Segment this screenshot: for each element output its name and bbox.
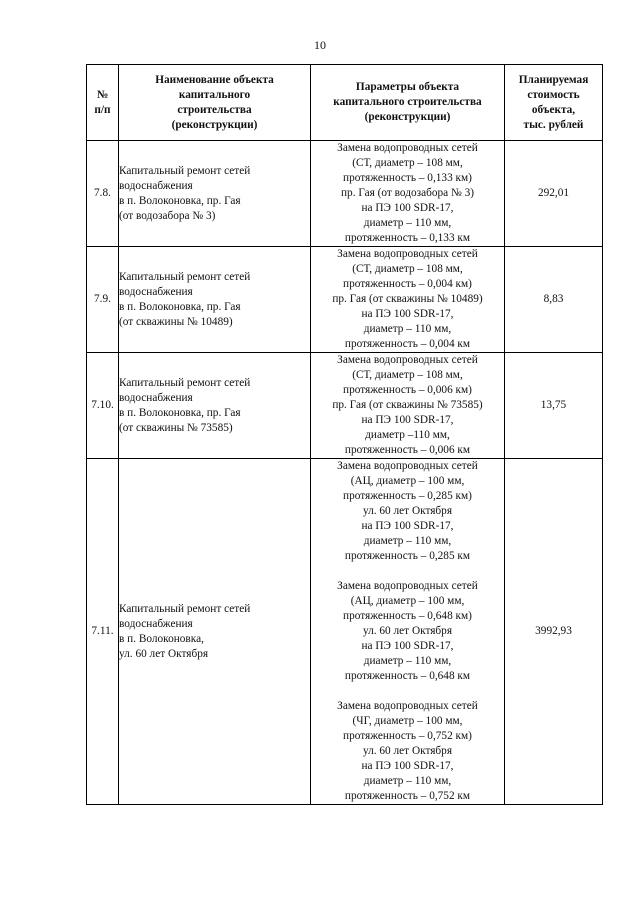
object-params-line: на ПЭ 100 SDR-17, bbox=[361, 760, 454, 772]
object-name-line: в п. Волоконовка, пр. Гая bbox=[119, 300, 241, 313]
object-name-cell bbox=[119, 247, 311, 353]
object-name-line: в п. Волоконовка, пр. Гая bbox=[119, 406, 241, 419]
object-params-line: протяженность – 0,752 км) bbox=[343, 730, 472, 742]
object-params-line: на ПЭ 100 SDR-17, bbox=[361, 414, 454, 426]
object-name-line: ул. 60 лет Октября bbox=[119, 647, 209, 660]
object-params-line: пр. Гая (от водозабора № 3) bbox=[341, 187, 474, 199]
object-params-cell bbox=[311, 353, 505, 459]
object-params-line: Замена водопроводных сетей bbox=[337, 248, 478, 260]
object-name-cell bbox=[119, 459, 311, 805]
object-params-line: диаметр – 110 мм, bbox=[363, 775, 452, 787]
object-params-line: диаметр –110 мм, bbox=[365, 429, 450, 441]
object-name-line: Капитальный ремонт сетей bbox=[119, 270, 251, 283]
object-params-cell bbox=[311, 247, 505, 353]
object-params-cell bbox=[311, 459, 505, 805]
row-number: 7.11. bbox=[87, 459, 119, 805]
object-name-line: (от водозабора № 3) bbox=[119, 209, 216, 222]
object-params-line: диаметр – 110 мм, bbox=[363, 217, 452, 229]
object-params-line: диаметр – 110 мм, bbox=[363, 535, 452, 547]
object-name-line: водоснабжения bbox=[119, 179, 193, 192]
planned-cost-cell: 292,01 bbox=[505, 141, 603, 247]
object-params-line: на ПЭ 100 SDR-17, bbox=[361, 202, 454, 214]
object-params-line: ул. 60 лет Октября bbox=[362, 505, 453, 517]
header-object-params: Параметры объекта капитального строительства (реконструкции) bbox=[311, 65, 505, 141]
object-params-line: (СТ, диаметр – 108 мм, bbox=[352, 157, 463, 169]
object-name-line: в п. Волоконовка, bbox=[119, 632, 204, 645]
object-name-line: Капитальный ремонт сетей bbox=[119, 376, 251, 389]
object-name-line: водоснабжения bbox=[119, 617, 193, 630]
header-planned-cost: Планируемая стоимость объекта, тыс. рублей bbox=[505, 65, 603, 141]
params-block-gap bbox=[311, 684, 504, 699]
object-name-cell bbox=[119, 353, 311, 459]
object-name-line: (от скважины № 10489) bbox=[119, 315, 233, 328]
object-params-line: Замена водопроводных сетей bbox=[337, 580, 478, 592]
object-params-line: протяженность – 0,648 км bbox=[344, 670, 471, 682]
table-row bbox=[87, 141, 603, 247]
object-params-line: на ПЭ 100 SDR-17, bbox=[361, 520, 454, 532]
object-params-line: протяженность – 0,006 км bbox=[344, 444, 471, 456]
object-params-line: протяженность – 0,285 км bbox=[344, 550, 471, 562]
object-params-line: протяженность – 0,752 км bbox=[344, 790, 471, 802]
header-object-name: Наименование объекта капитального строительства (реконструкции) bbox=[119, 65, 311, 141]
object-params-line: диаметр – 110 мм, bbox=[363, 655, 452, 667]
object-params-line: протяженность – 0,648 км) bbox=[343, 610, 472, 622]
object-params-line: Замена водопроводных сетей bbox=[337, 460, 478, 472]
object-name-line: Капитальный ремонт сетей bbox=[119, 602, 251, 615]
object-params-line: протяженность – 0,006 км) bbox=[343, 384, 472, 396]
object-name-line: водоснабжения bbox=[119, 391, 193, 404]
object-params-line: пр. Гая (от скважины № 10489) bbox=[332, 293, 483, 305]
object-params-line: Замена водопроводных сетей bbox=[337, 700, 478, 712]
object-params-line: (АЦ, диаметр – 100 мм, bbox=[350, 595, 465, 607]
planned-cost-cell: 3992,93 bbox=[505, 459, 603, 805]
object-params-line: пр. Гая (от скважины № 73585) bbox=[332, 399, 483, 411]
table-row bbox=[87, 353, 603, 459]
object-params-line: (СТ, диаметр – 108 мм, bbox=[352, 263, 463, 275]
table-row bbox=[87, 247, 603, 353]
object-params-line: протяженность – 0,133 км bbox=[344, 232, 471, 244]
page-number: 10 bbox=[314, 38, 326, 52]
object-name-cell bbox=[119, 141, 311, 247]
object-params-line: на ПЭ 100 SDR-17, bbox=[361, 640, 454, 652]
planned-cost-cell: 8,83 bbox=[505, 247, 603, 353]
object-params-line: протяженность – 0,004 км) bbox=[343, 278, 472, 290]
object-params-line: протяженность – 0,133 км) bbox=[343, 172, 472, 184]
object-params-line: на ПЭ 100 SDR-17, bbox=[361, 308, 454, 320]
object-params-line: диаметр – 110 мм, bbox=[363, 323, 452, 335]
object-params-line: протяженность – 0,285 км) bbox=[343, 490, 472, 502]
object-name-line: (от скважины № 73585) bbox=[119, 421, 233, 434]
object-params-line: Замена водопроводных сетей bbox=[337, 142, 478, 154]
object-params-line: (СТ, диаметр – 108 мм, bbox=[352, 369, 463, 381]
row-number: 7.10. bbox=[87, 353, 119, 459]
object-params-line: (ЧГ, диаметр – 100 мм, bbox=[352, 715, 463, 727]
table-row bbox=[87, 459, 603, 805]
row-number: 7.9. bbox=[87, 247, 119, 353]
object-name-line: Капитальный ремонт сетей bbox=[119, 164, 251, 177]
object-params-line: Замена водопроводных сетей bbox=[337, 354, 478, 366]
object-params-cell bbox=[311, 141, 505, 247]
object-params-line: ул. 60 лет Октября bbox=[362, 745, 453, 757]
object-name-line: в п. Волоконовка, пр. Гая bbox=[119, 194, 241, 207]
planned-cost-cell: 13,75 bbox=[505, 353, 603, 459]
row-number: 7.8. bbox=[87, 141, 119, 247]
object-params-line: ул. 60 лет Октября bbox=[362, 625, 453, 637]
object-name-line: водоснабжения bbox=[119, 285, 193, 298]
capital-repair-table bbox=[86, 64, 603, 805]
table-header-row bbox=[87, 65, 603, 141]
header-number: № п/п bbox=[87, 65, 119, 141]
object-params-line: протяженность – 0,004 км bbox=[344, 338, 471, 350]
object-params-line: (АЦ, диаметр – 100 мм, bbox=[350, 475, 465, 487]
params-block-gap bbox=[311, 564, 504, 579]
